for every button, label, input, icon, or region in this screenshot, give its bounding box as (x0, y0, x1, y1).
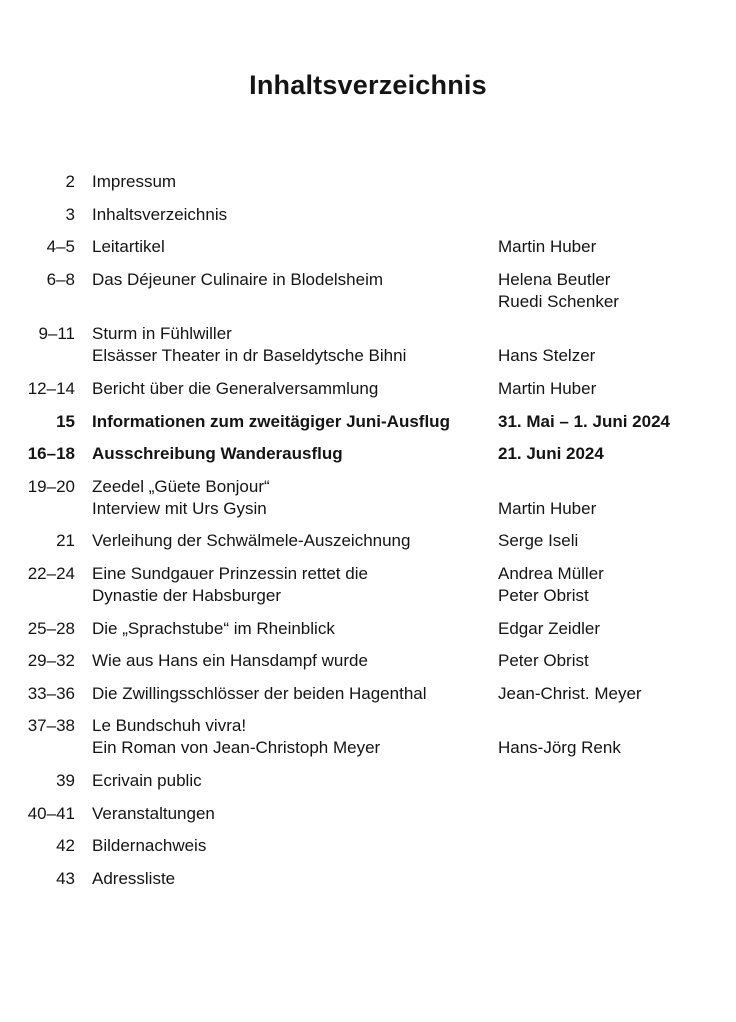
toc-entry-title-line: Bildernachweis (92, 836, 207, 856)
toc-entry (0, 803, 736, 825)
toc-entry (0, 835, 736, 857)
toc-entry-pages: 6–8 (46, 269, 75, 289)
toc-entry-title-line: Die Zwillingsschlösser der beiden Hagenthal (92, 683, 427, 703)
toc-entry (0, 476, 736, 520)
toc-entry-pages: 37–38 (27, 716, 75, 736)
toc-entry-pages: 33–36 (27, 683, 75, 703)
toc-entry-author (498, 378, 736, 400)
toc-entry-title (92, 715, 481, 759)
toc-entry (0, 868, 736, 890)
toc-entry-author (498, 868, 736, 890)
toc-entry-title-line: Interview mit Urs Gysin (92, 498, 267, 518)
toc-entry-title-line: Veranstaltungen (92, 803, 215, 823)
toc-entry (0, 715, 736, 759)
toc-entry-title (92, 563, 481, 607)
toc-entry-author-line (498, 770, 736, 792)
toc-entry-pages: 16–18 (27, 444, 75, 464)
toc-entry-title-line: Leitartikel (92, 237, 165, 257)
toc-entry-title-line: Ein Roman von Jean-Christoph Meyer (92, 738, 381, 758)
toc-entry-author (498, 411, 736, 433)
toc-entry-author-line: 31. Mai – 1. Juni 2024 (498, 411, 670, 431)
toc-entry-title-line: Das Déjeuner Culinaire in Blodelsheim (92, 269, 384, 289)
toc-entry-author (498, 443, 736, 465)
toc-entry-title-line: Inhaltsverzeichnis (92, 204, 228, 224)
toc-entry (0, 411, 736, 433)
toc-entry-author-line: Peter Obrist (498, 585, 589, 605)
toc-entry-pages: 39 (56, 770, 75, 790)
toc-entry (0, 683, 736, 705)
toc-entry (0, 269, 736, 313)
toc-entry-author (498, 269, 736, 313)
toc-list (0, 171, 736, 890)
toc-entry-pages: 42 (56, 836, 75, 856)
toc-entry-title (92, 530, 481, 552)
toc-entry-author-line (498, 171, 736, 193)
toc-entry (0, 650, 736, 672)
toc-entry-title-line: Zeedel „Güete Bonjour“ (92, 476, 270, 496)
toc-entry-title (92, 204, 481, 226)
toc-entry-pages: 3 (65, 204, 75, 224)
toc-entry-author (498, 236, 736, 258)
toc-entry-author (498, 171, 736, 193)
toc-entry-title-line: Wie aus Hans ein Hansdampf wurde (92, 651, 368, 671)
toc-entry-author-line (498, 868, 736, 890)
toc-entry-title-line: Ecrivain public (92, 770, 202, 790)
toc-entry-pages: 29–32 (27, 651, 75, 671)
toc-entry-title (92, 683, 481, 705)
toc-entry-pages: 12–14 (27, 378, 75, 398)
toc-entry-pages: 43 (56, 868, 75, 888)
toc-entry (0, 443, 736, 465)
toc-entry-title-line: Dynastie der Habsburger (92, 585, 281, 605)
toc-entry-title-line: Verleihung der Schwälmele-Auszeichnung (92, 531, 411, 551)
toc-entry-author (498, 323, 736, 367)
toc-entry-title-line: Eine Sundgauer Prinzessin rettet die (92, 563, 368, 583)
toc-entry-pages: 2 (65, 172, 75, 191)
toc-entry-author-line: Jean-Christ. Meyer (498, 683, 642, 703)
toc-entry-pages: 19–20 (27, 476, 75, 496)
toc-entry-title-line: Adressliste (92, 868, 176, 888)
toc-entry-author-line: Peter Obrist (498, 651, 589, 671)
toc-entry-title (92, 650, 481, 672)
toc-entry-author-line: Martin Huber (498, 498, 597, 518)
toc-entry-author-line: Hans-Jörg Renk (498, 738, 621, 758)
toc-entry-author-line (498, 835, 736, 857)
toc-entry-title-line: Informationen zum zweitägiger Juni-Ausflug (92, 411, 450, 431)
toc-entry-author (498, 204, 736, 226)
toc-entry (0, 204, 736, 226)
toc-entry-author-line (498, 204, 736, 226)
toc-entry (0, 530, 736, 552)
toc-entry-author-line (498, 715, 736, 737)
toc-entry-author-line: Edgar Zeidler (498, 618, 601, 638)
toc-entry-author (498, 563, 736, 607)
toc-entry-author (498, 803, 736, 825)
toc-entry-title (92, 236, 481, 258)
toc-entry-title (92, 323, 481, 367)
toc-entry-pages: 9–11 (38, 324, 75, 344)
toc-entry-author-line: Ruedi Schenker (498, 291, 619, 311)
toc-entry-title-line: Sturm in Fühlwiller (92, 324, 232, 344)
toc-entry (0, 171, 736, 193)
toc-entry-title (92, 770, 481, 792)
toc-entry-author-line (498, 323, 736, 345)
toc-entry-title (92, 835, 481, 857)
toc-entry-title (92, 868, 481, 890)
toc-entry-author-line: Andrea Müller (498, 563, 604, 583)
toc-entry (0, 563, 736, 607)
page-title: Inhaltsverzeichnis (249, 70, 487, 100)
toc-entry-title-line: Die „Sprachstube“ im Rheinblick (92, 618, 335, 638)
toc-entry (0, 618, 736, 640)
toc-entry-title (92, 378, 481, 400)
toc-entry-title-line: Elsässer Theater in dr Baseldytsche Bihni (92, 346, 407, 366)
toc-entry-pages: 15 (56, 411, 75, 431)
toc-entry-author (498, 770, 736, 792)
toc-entry-title-line: Ausschreibung Wanderausflug (92, 444, 343, 464)
toc-entry-pages: 4–5 (46, 237, 75, 257)
toc-entry-title (92, 171, 481, 193)
toc-entry-author-line: Serge Iseli (498, 531, 579, 551)
toc-entry-author-line: Martin Huber (498, 378, 597, 398)
toc-entry-author-line: 21. Juni 2024 (498, 444, 604, 464)
toc-entry-author-line (498, 476, 736, 498)
toc-entry-title (92, 803, 481, 825)
toc-entry-pages: 40–41 (27, 803, 75, 823)
toc-entry-author (498, 618, 736, 640)
toc-entry-author-line: Hans Stelzer (498, 346, 596, 366)
toc-entry-author-line: Martin Huber (498, 237, 597, 257)
toc-entry-pages: 21 (56, 531, 75, 551)
toc-entry-author-line (498, 803, 736, 825)
toc-entry-title (92, 269, 481, 313)
toc-entry-author-line: Helena Beutler (498, 269, 611, 289)
toc-entry (0, 323, 736, 367)
toc-entry-title-line: Le Bundschuh vivra! (92, 716, 247, 736)
toc-entry-author (498, 650, 736, 672)
toc-entry (0, 770, 736, 792)
toc-entry-author (498, 476, 736, 520)
toc-entry-pages: 25–28 (27, 618, 75, 638)
toc-entry-title (92, 411, 481, 433)
toc-entry (0, 236, 736, 258)
toc-entry-title (92, 618, 481, 640)
toc-entry-title-line: Impressum (92, 172, 177, 191)
toc-entry-author (498, 715, 736, 759)
toc-entry (0, 378, 736, 400)
toc-entry-title-line: Bericht über die Generalversammlung (92, 378, 379, 398)
toc-entry-author (498, 530, 736, 552)
toc-entry-title (92, 443, 481, 465)
toc-entry-title (92, 476, 481, 520)
toc-entry-author (498, 683, 736, 705)
toc-entry-author (498, 835, 736, 857)
toc-entry-pages: 22–24 (27, 563, 75, 583)
